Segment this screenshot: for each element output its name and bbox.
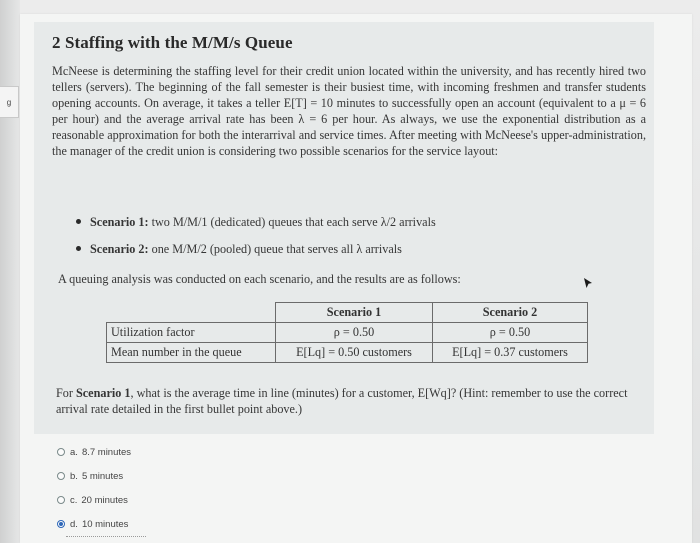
scenario-list bbox=[76, 214, 436, 268]
table-cell: E[Lq] = 0.37 customers bbox=[433, 343, 588, 363]
answer-options bbox=[57, 440, 131, 536]
option-letter: b. bbox=[70, 470, 78, 482]
left-side-tab[interactable] bbox=[0, 86, 19, 118]
cut-off-link bbox=[66, 536, 146, 543]
table-row bbox=[107, 343, 588, 363]
left-edge-strip bbox=[0, 0, 20, 543]
table-cell: ρ = 0.50 bbox=[433, 323, 588, 343]
radio-button[interactable] bbox=[57, 448, 65, 456]
question-prompt bbox=[56, 385, 646, 417]
option-letter: c. bbox=[70, 494, 78, 506]
scenario-2-text: one M/M/2 (pooled) queue that serves all λ arrivals bbox=[148, 242, 402, 256]
option-text: 10 minutes bbox=[81, 518, 129, 530]
answer-option-b[interactable] bbox=[57, 464, 131, 488]
option-letter: a. bbox=[70, 446, 78, 458]
radio-button[interactable] bbox=[57, 472, 65, 480]
mouse-cursor-icon bbox=[583, 277, 593, 289]
table-header-scenario-2: Scenario 2 bbox=[433, 303, 588, 323]
answer-option-c[interactable] bbox=[57, 488, 131, 512]
table-header-scenario-1: Scenario 1 bbox=[276, 303, 433, 323]
bullet-icon bbox=[76, 219, 81, 224]
left-side-tab-label: g bbox=[6, 97, 12, 107]
results-intro: A queuing analysis was conducted on each scenario, and the results are as follows: bbox=[58, 272, 461, 286]
question-paragraph: McNeese is determining the staffing level for their credit union located within the university, and has recently hired two tellers (servers). The beginning of the fall semester is their busiest time, with incoming freshmen and transfer students opening accounts. On average, it takes a teller E[T] = 10 minutes to successfully open an account (equivalent to a μ = 6 per hour) and the average arrival rate has been λ = 6 per hour. As always, we use the exponential distribution as a reasonable approximation for both the interarrival and service times. After meeting with McNeese's upper-administration, the manager of the credit union is considering two possible scenarios for the service layout: bbox=[52, 64, 646, 158]
table-header-row bbox=[107, 303, 588, 323]
table-row-label: Utilization factor bbox=[107, 323, 276, 343]
question-title: 2 Staffing with the M/M/s Queue bbox=[52, 33, 293, 52]
results-table bbox=[106, 302, 588, 363]
scenario-item-2 bbox=[76, 241, 436, 268]
scenario-2-label: Scenario 2: bbox=[90, 242, 149, 256]
option-text: 8.7 minutes bbox=[81, 446, 132, 458]
scenario-1-text: two M/M/1 (dedicated) queues that each serve λ/2 arrivals bbox=[148, 215, 436, 229]
answer-option-d[interactable] bbox=[57, 512, 131, 536]
prompt-lead: For bbox=[56, 386, 76, 400]
table-cell: ρ = 0.50 bbox=[276, 323, 433, 343]
option-letter: d. bbox=[70, 518, 78, 530]
table-row-label: Mean number in the queue bbox=[107, 343, 276, 363]
table-cell: E[Lq] = 0.50 customers bbox=[276, 343, 433, 363]
radio-button[interactable] bbox=[57, 520, 65, 528]
scenario-1-label: Scenario 1: bbox=[90, 215, 149, 229]
scenario-item-1 bbox=[76, 214, 436, 241]
option-text: 20 minutes bbox=[81, 494, 128, 506]
table-row bbox=[107, 323, 588, 343]
bullet-icon bbox=[76, 246, 81, 251]
option-text: 5 minutes bbox=[81, 470, 124, 482]
prompt-scenario: Scenario 1 bbox=[75, 386, 131, 400]
prompt-rest: , what is the average time in line (minutes) for a customer, E[Wq]? (Hint: remember to use the correct arrival rate detailed in the first bullet point above.) bbox=[56, 386, 628, 416]
table-corner bbox=[107, 303, 276, 323]
answer-option-a[interactable] bbox=[57, 440, 131, 464]
radio-button[interactable] bbox=[57, 496, 65, 504]
